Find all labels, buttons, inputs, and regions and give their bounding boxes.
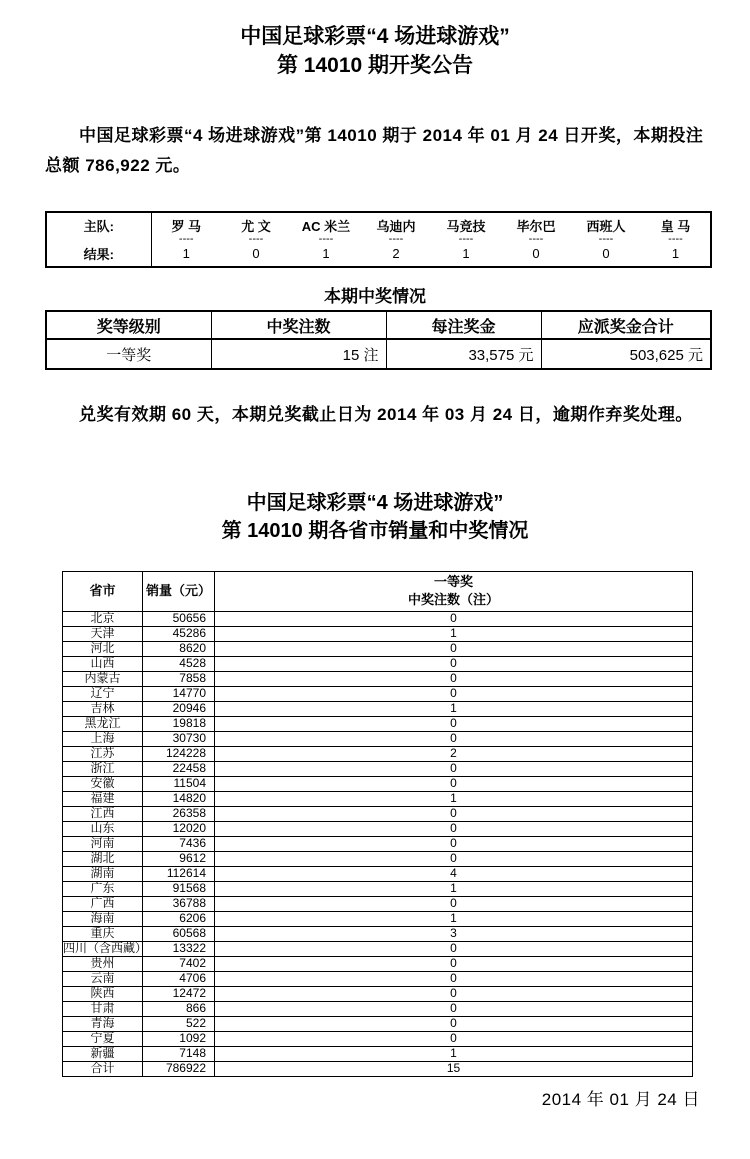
province-cell: 上海 [63,731,143,746]
table-row [63,881,693,896]
table-row [63,941,693,956]
table-row [63,986,693,1001]
province-section-title [0,489,750,545]
sales-cell: 522 [143,1016,215,1031]
count-cell: 0 [215,731,693,746]
result-cell: 0 [252,246,260,262]
first-prize-header-line2: 中奖注数（注） [407,592,499,608]
province-cell: 山东 [63,821,143,836]
sales-cell: 36788 [143,896,215,911]
province-cell: 北京 [63,611,143,626]
count-cell: 0 [215,986,693,1001]
result-cell: 0 [602,246,610,262]
sales-cell: 13322 [143,941,215,956]
separator-cell: ---- [598,233,614,246]
sales-cell: 50656 [143,611,215,626]
province-cell: 重庆 [63,926,143,941]
sales-cell: 124228 [143,746,215,761]
province-cell: 河北 [63,641,143,656]
count-cell: 0 [215,821,693,836]
sales-cell: 12020 [143,821,215,836]
table-row [63,896,693,911]
sales-cell: 112614 [143,866,215,881]
prize-per-bet-cell: 33,575 元 [386,339,541,369]
results-label: 结果: [46,244,151,267]
count-cell: 2 [215,746,693,761]
province-cell: 青海 [63,1016,143,1031]
province-sales-table [62,571,693,1077]
team-cell: 乌迪内 [376,219,416,235]
count-cell: 0 [215,1001,693,1016]
count-cell: 0 [215,896,693,911]
province-cell: 海南 [63,911,143,926]
table-row [63,1016,693,1031]
total-payout-cell: 503,625 元 [541,339,711,369]
announcement-intro: 中国足球彩票“4 场进球游戏”第 14010 期于 2014 年 01 月 24 日开奖，本期投注总额 786,922 元。 [45,125,704,176]
count-cell: 0 [215,836,693,851]
sales-column-header: 销量（元） [143,571,215,611]
footer-date: 2014 年 01 月 24 日 [541,1089,700,1109]
count-cell: 0 [215,611,693,626]
separator-empty-cell [46,235,151,244]
sales-cell: 7402 [143,956,215,971]
province-cell: 福建 [63,791,143,806]
separator-cell: ---- [528,233,544,246]
province-section-title-line2: 第 14010 期各省市销量和中奖情况 [221,519,529,542]
sales-cell: 14820 [143,791,215,806]
home-teams-label: 主队: [46,212,151,235]
sales-cell: 4528 [143,656,215,671]
province-cell: 四川（含西藏） [63,941,148,956]
results-row [46,244,711,267]
province-table-body [63,611,693,1076]
announcement-title [0,22,750,81]
table-row [63,626,693,641]
sales-cell: 7148 [143,1046,215,1061]
table-row [63,911,693,926]
count-cell: 0 [215,776,693,791]
sales-cell: 9612 [143,851,215,866]
count-cell: 0 [215,956,693,971]
result-cell: 1 [462,246,470,262]
separator-cell: ---- [248,233,264,246]
count-cell: 0 [215,941,693,956]
result-cell: 1 [671,246,680,262]
table-row [63,686,693,701]
team-cell: AC 米兰 [301,219,351,235]
winning-bets-header: 中奖注数 [211,311,386,339]
table-row [63,956,693,971]
separator-cell: ---- [178,233,194,246]
table-row [63,1031,693,1046]
sales-cell: 866 [143,1001,215,1016]
count-cell: 1 [215,791,693,806]
first-prize-header-line1: 一等奖 [433,573,473,589]
table-row [63,836,693,851]
separator-cell: ---- [388,233,404,246]
province-cell: 安徽 [63,776,143,791]
team-cell: 皇 马 [660,219,691,235]
result-cell: 2 [392,246,400,262]
province-cell: 吉林 [63,701,143,716]
province-cell: 广西 [63,896,143,911]
count-cell: 0 [215,971,693,986]
province-cell: 新疆 [63,1046,143,1061]
count-cell: 0 [215,851,693,866]
sales-cell: 1092 [143,1031,215,1046]
team-cell: 西班人 [586,219,626,235]
province-cell: 山西 [63,656,143,671]
count-cell: 4 [215,866,693,881]
province-cell: 合计 [63,1061,143,1076]
province-cell: 浙江 [63,761,143,776]
province-section-title-line1: 中国足球彩票“4 场进球游戏” [246,491,504,514]
separator-cell: ---- [668,233,683,246]
table-row [63,656,693,671]
province-cell: 江西 [63,806,143,821]
table-row [63,731,693,746]
sales-cell: 12472 [143,986,215,1001]
announcement-title-line2: 第 14010 期开奖公告 [276,54,474,78]
province-cell: 河南 [63,836,143,851]
sales-cell: 45286 [143,626,215,641]
table-row [63,641,693,656]
redeem-notice: 兑奖有效期 60 天，本期兑奖截止日为 2014 年 03 月 24 日，逾期作弃奖处理。 [79,405,693,425]
table-row [63,611,693,626]
count-cell: 0 [215,641,693,656]
province-cell: 贵州 [63,956,143,971]
sales-cell: 14770 [143,686,215,701]
result-cell: 1 [182,246,190,262]
table-row [63,746,693,761]
table-row [63,821,693,836]
prize-per-bet-header: 每注奖金 [386,311,541,339]
province-cell: 天津 [63,626,143,641]
separator-cell: ---- [318,233,334,246]
table-row [63,851,693,866]
sales-cell: 60568 [143,926,215,941]
count-cell: 0 [215,761,693,776]
province-cell: 内蒙古 [63,671,143,686]
province-table-header-row [63,571,693,611]
sales-cell: 786922 [143,1061,215,1076]
count-cell: 0 [215,656,693,671]
sales-cell: 20946 [143,701,215,716]
sales-cell: 7858 [143,671,215,686]
count-cell: 0 [215,686,693,701]
table-row [63,701,693,716]
count-cell: 1 [215,701,693,716]
result-cell: 1 [322,246,330,262]
separator-row [46,235,711,244]
count-cell: 1 [215,626,693,641]
total-payout-header: 应派奖金合计 [541,311,711,339]
sales-cell: 91568 [143,881,215,896]
count-cell: 15 [215,1061,693,1076]
count-cell: 0 [215,716,693,731]
first-prize-column-header [215,571,693,611]
province-cell: 宁夏 [63,1031,143,1046]
count-cell: 0 [215,1016,693,1031]
province-cell: 甘肃 [63,1001,143,1016]
sales-cell: 4706 [143,971,215,986]
sales-cell: 26358 [143,806,215,821]
prize-table-row [46,339,711,369]
prize-level-cell: 一等奖 [46,339,211,369]
team-cell: 马竞技 [446,219,486,235]
table-row [63,926,693,941]
count-cell: 1 [215,1046,693,1061]
sales-cell: 11504 [143,776,215,791]
province-cell: 云南 [63,971,143,986]
count-cell: 0 [215,806,693,821]
home-teams-row [46,212,711,235]
prize-table-header-row [46,311,711,339]
province-cell: 湖北 [63,851,143,866]
table-row [63,791,693,806]
table-row [63,971,693,986]
count-cell: 0 [215,1031,693,1046]
table-row [63,866,693,881]
sales-cell: 22458 [143,761,215,776]
sales-cell: 7436 [143,836,215,851]
province-cell: 辽宁 [63,686,143,701]
count-cell: 3 [215,926,693,941]
count-cell: 1 [215,881,693,896]
province-cell: 陕西 [63,986,143,1001]
separator-cell: ---- [458,233,474,246]
table-row [63,1001,693,1016]
table-row [63,1046,693,1061]
team-cell: 毕尔巴 [516,219,556,235]
prize-section-title: 本期中奖情况 [324,287,426,307]
table-row [63,761,693,776]
table-row [63,716,693,731]
province-cell: 江苏 [63,746,143,761]
winning-bets-cell: 15 注 [211,339,386,369]
count-cell: 1 [215,911,693,926]
table-row [63,806,693,821]
sales-cell: 6206 [143,911,215,926]
count-cell: 0 [215,671,693,686]
sales-cell: 19818 [143,716,215,731]
table-row [63,1061,693,1076]
sales-cell: 8620 [143,641,215,656]
result-cell: 0 [532,246,540,262]
announcement-title-line1: 中国足球彩票“4 场进球游戏” [240,25,510,48]
province-cell: 黑龙江 [63,716,143,731]
team-cell: 罗 马 [171,219,202,235]
prize-summary-table [45,310,712,370]
table-row [63,671,693,686]
province-column-header: 省市 [63,571,143,611]
match-results-table [45,211,712,268]
team-cell: 尤 文 [241,219,271,235]
prize-level-header: 奖等级别 [46,311,211,339]
province-cell: 湖南 [63,866,143,881]
sales-cell: 30730 [143,731,215,746]
table-row [63,776,693,791]
province-cell: 广东 [63,881,143,896]
